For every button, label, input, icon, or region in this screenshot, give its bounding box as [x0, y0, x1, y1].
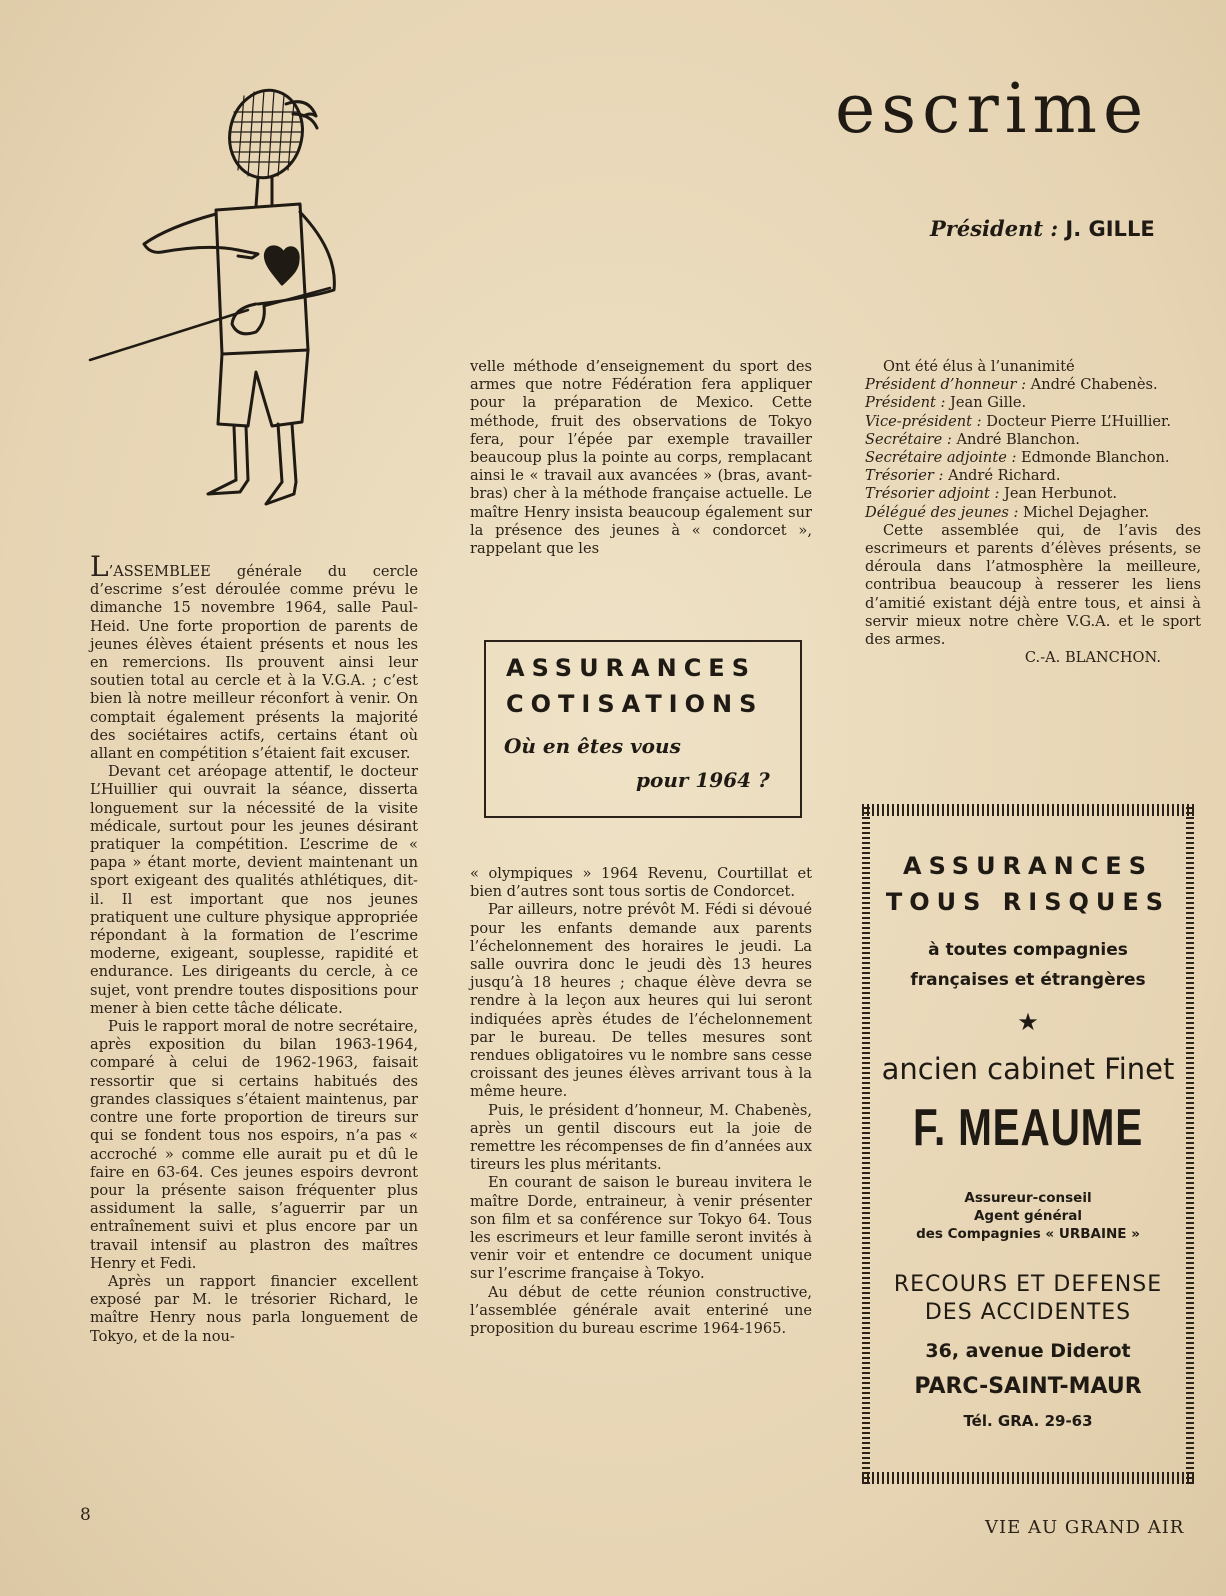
dropcap: L	[90, 550, 109, 583]
officer-row: Secrétaire adjointe : Edmonde Blanchon.	[865, 449, 1170, 467]
officer-row: Vice-président : Docteur Pierre L’Huillier.	[865, 412, 1172, 430]
paragraph-1: L’ASSEMBLEE générale du cercle d’escrime s’est déroulée comme prévu le dimanche 15 novembre 1964, salle Paul-Heid. Une forte proportion de parents de jeunes élèves étaient présents et nous les en remercions. Ils prouvent ainsi leur soutien total au cercle et à la V.G.A. ; c’est bien là notre meilleur réconfort à venir. On comptait également présents la majorité des sociétaires actifs, certains étant où allant en compétition s’étaient fait excuser.	[90, 550, 418, 763]
ad-line-cabinet: ancien cabinet Finet	[881, 1052, 1175, 1086]
ad-small-1: Assureur-conseil	[964, 1190, 1092, 1206]
insurance-advertisement	[862, 804, 1194, 1484]
star-icon: ★	[1017, 1008, 1039, 1036]
elected-intro: Ont été élus à l’unanimité	[883, 358, 1075, 375]
officer-row: Délégué des jeunes : Michel Dejagher.	[865, 503, 1150, 521]
paragraph-continuation: velle méthode d’enseignement du sport des armes que notre Fédération fera appliquer pour la préparation de Mexico. Cette méthode, fruit des observations de Tokyo fera, pour l’épée par exemple travailler beaucoup plus la pointe au corps, remplacant ainsi le « travail aux avancées » (bras, avant-bras) cher à la méthode française actuelle. Le maître Henry insista beaucoup également sur la présence des jeunes à « condorcet », rappelant que les	[470, 358, 812, 558]
section-title: escrime	[835, 70, 1150, 149]
box-line-2: COTISATIONS	[506, 690, 764, 718]
article-column-2-bottom	[470, 865, 812, 1338]
paragraph-b3: Puis, le président d’honneur, M. Chabenès, après un gentil discours eut la joie de remettre les récompenses de fin d’années aux tireurs les plus méritants.	[470, 1101, 812, 1174]
ad-address: 36, avenue Diderot	[925, 1340, 1131, 1362]
officer-row: Trésorier : André Richard.	[865, 467, 1061, 485]
ad-name: F. MEAUME	[912, 1099, 1144, 1157]
ad-recours-1: RECOURS ET DEFENSE	[893, 1272, 1163, 1297]
box-question-2: pour 1964 ?	[636, 768, 770, 792]
assurances-cotisations-box	[484, 640, 802, 818]
ad-line-francaises: françaises et étrangères	[910, 970, 1146, 990]
article-column-2-top	[470, 358, 812, 558]
ad-small-3: des Compagnies « URBAINE »	[916, 1226, 1140, 1242]
fencer-illustration	[88, 82, 348, 512]
ad-telephone: Tél. GRA. 29-63	[963, 1412, 1093, 1430]
ad-line-assurances: ASSURANCES	[903, 852, 1153, 880]
magazine-name: VIE AU GRAND AIR	[985, 1517, 1185, 1538]
box-question-1: Où en êtes vous	[504, 734, 681, 758]
article-column-1	[90, 550, 418, 1346]
officer-row: Président d’honneur : André Chabenès.	[865, 376, 1158, 394]
officer-row: Secrétaire : André Blanchon.	[865, 430, 1080, 448]
paragraph-3: Puis le rapport moral de notre secrétaire, après exposition du bilan 1963-1964, comparé à celui de 1962-1963, faisait ressortir que si certains habitués des grandes classiques s’étaient maintenus, par contre une forte proportion de tireurs sur qui se fondent tous nos espoirs, n’a pas « accroché » comme elle aurait pu et dû le faire en 63-64. Ces jeunes espoirs devront pour la présente saison fréquenter plus assidument la salle, s’aguerrir par un entraînement suivi et plus encore par un travail intensif au plastron des maîtres Henry et Fedi.	[90, 1018, 418, 1272]
paragraph-b4: En courant de saison le bureau invitera le maître Dorde, entraineur, à venir présenter son film et sa conférence sur Tokyo 64. Tous les escrimeurs et leur famille seront invités à venir voir et entendre ce document unique sur l’escrime française à Tokyo.	[470, 1174, 812, 1283]
ad-city: PARC-SAINT-MAUR	[914, 1374, 1142, 1399]
box-line-1: ASSURANCES	[506, 654, 756, 682]
president-line	[930, 216, 1155, 241]
paragraph-b1: « olympiques » 1964 Revenu, Courtillat et bien d’autres sont tous sortis de Condorcet.	[470, 865, 812, 901]
ad-line-tous-risques: TOUS RISQUES	[885, 888, 1171, 916]
officer-row: Président : Jean Gille.	[865, 394, 1027, 412]
paragraph-2: Devant cet aréopage attentif, le docteur L’Huillier qui ouvrait la séance, disserta longuement sur la nécessité de la visite médicale, surtout pour les jeunes désirant pratiquer la compétition. L’escrime de « papa » étant morte, devient maintenant un sport exigeant des qualités athlétiques, dit-il. Il est important que nos jeunes pratiquent une culture physique appropriée répondant à la formation de l’escrime moderne, exigeant, souplesse, rapidité et endurance. Les dirigeants du cercle, à ce sujet, vont prendre toutes dispositions pour mener à bien cette tâche délicate.	[90, 763, 418, 1017]
paragraph-b2: Par ailleurs, notre prévôt M. Fédi si dévoué pour les enfants demande aux parents l’échelonnement des horaires le jeudi. La salle ouvrira donc le jeudi dès 13 heures jusqu’à 18 heures ; chaque élève devra se rendre à la leçon aux heures qui lui seront indiquées après études de l’échelonnement par le bureau. De telles mesures sont rendues obligatoires vu le nombre sans cesse croissant des jeunes élèves arrivant tous à la même heure.	[470, 901, 812, 1101]
paragraph-4: Après un rapport financier excellent exposé par M. le trésorier Richard, le maître Henry nous parla longuement de Tokyo, et de la nou-	[90, 1272, 418, 1345]
ad-recours-2: DES ACCIDENTES	[924, 1300, 1132, 1325]
officer-row: Trésorier adjoint : Jean Herbunot.	[865, 485, 1117, 503]
closing-paragraph: Cette assemblée qui, de l’avis des escrimeurs et parents d’élèves présents, se déroula dans l’atmosphère la meilleure, contribua beaucoup à resserer les liens d’amitié existant déjà entre tous, et ainsi à servir mieux notre chère V.G.A. et le sport des armes.	[865, 521, 1201, 649]
article-column-3	[865, 358, 1201, 667]
president-label: Président :	[930, 216, 1059, 241]
ad-small-2: Agent général	[973, 1208, 1082, 1224]
president-name: J. GILLE	[1065, 217, 1155, 241]
ad-line-compagnies: à toutes compagnies	[928, 940, 1128, 960]
signature: C.-A. BLANCHON.	[1024, 649, 1161, 667]
page-number: 8	[80, 1505, 91, 1525]
paragraph-b5: Au début de cette réunion constructive, l’assemblée générale avait enteriné une proposition du bureau escrime 1964-1965.	[470, 1283, 812, 1338]
